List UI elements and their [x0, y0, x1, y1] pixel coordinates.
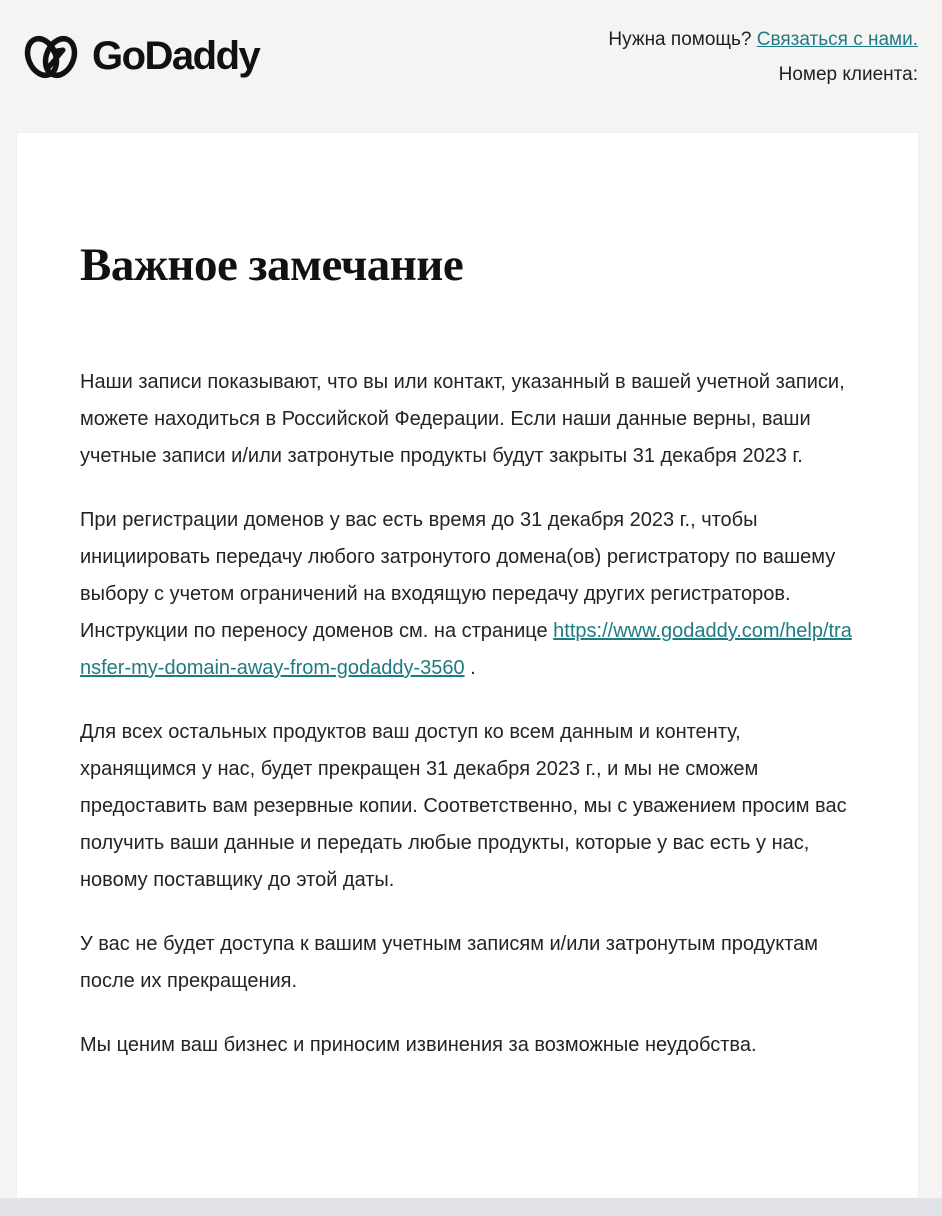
godaddy-logo [20, 27, 259, 87]
header-right-block [608, 22, 918, 92]
paragraph-other-products: Для всех остальных продуктов ваш доступ ко всем данным и контенту, хранящимся у нас, будет прекращен 31 декабря 2023 г., и мы не сможем предоставить вам резервные копии. Соответственно, мы с уважением просим вас получить ваши данные и передать любые продукты, которые у вас есть у нас, новому поставщику до этой даты. [80, 721, 847, 891]
footer-strip [0, 1198, 942, 1216]
contact-us-link[interactable]: Связаться с нами. [756, 28, 918, 50]
transfer-help-link[interactable]: https://www.godaddy.com/help/transfer-my-domain-away-from-godaddy-3560 [80, 620, 852, 679]
page-title: Важное замечание [80, 239, 464, 291]
help-line [608, 22, 918, 57]
notice-body [80, 364, 856, 1064]
paragraph-domains-text: При регистрации доменов у вас есть время до 31 декабря 2023 г., чтобы инициировать передачу любого затронутого домена(ов) регистратору по вашему выбору с учетом ограничений на входящую передачу других регистраторов. Инструкции по переносу доменов см. на странице [80, 509, 836, 642]
notice-card [17, 133, 918, 1198]
email-header [0, 0, 942, 133]
customer-number-line [608, 57, 918, 92]
paragraph-domains-tail: . [470, 657, 476, 679]
godaddy-heart-icon [20, 27, 82, 87]
paragraph-records: Наши записи показывают, что вы или контакт, указанный в вашей учетной записи, можете находиться в Российской Федерации. Если наши данные верны, ваши учетные записи и/или затронутые продукты будут закрыты 31 декабря 2023 г. [80, 371, 845, 467]
help-prefix-text: Нужна помощь? [608, 28, 752, 50]
paragraph-apology: Мы ценим ваш бизнес и приносим извинения за возможные неудобства. [80, 1034, 757, 1056]
paragraph-domains [80, 502, 856, 687]
customer-number-label: Номер клиента: [778, 63, 918, 85]
godaddy-wordmark: GoDaddy [92, 34, 260, 78]
paragraph-access: У вас не будет доступа к вашим учетным записям и/или затронутым продуктам после их прекращения. [80, 933, 819, 992]
